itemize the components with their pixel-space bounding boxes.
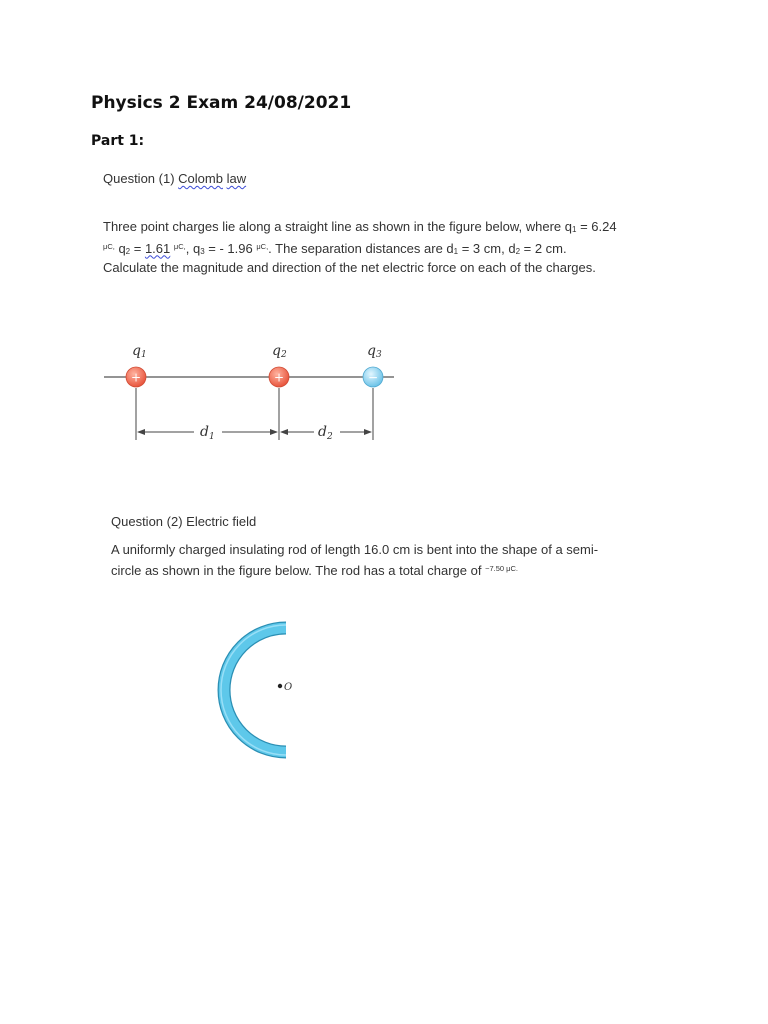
question1-heading-prefix: Question (1): [103, 171, 179, 186]
q3-value: = - 1.96: [204, 240, 253, 256]
separation-text: . The separation distances are d: [268, 240, 454, 256]
sign-q2: +: [273, 370, 285, 385]
d1-value: = 3 cm, d: [458, 240, 516, 256]
d1-arrow-right-head: [270, 429, 278, 435]
label-q2: q2: [272, 343, 287, 360]
question1-topic-word-1: Colomb: [178, 171, 223, 186]
q2-charge-value: −7.50 μC.: [485, 564, 518, 573]
q2-sub: 2: [125, 246, 131, 256]
d2-sub: 2: [515, 246, 521, 256]
unit-uc-2: μC,: [173, 241, 186, 251]
question2-text: [111, 540, 641, 580]
question1-topic-word-2: law: [226, 171, 247, 186]
q1-line1: Three point charges lie along a straight line as shown in the figure below, where q: [103, 219, 573, 234]
question1-heading: [103, 171, 246, 186]
q1-line3: Calculate the magnitude and direction of the net electric force on each of the charges.: [103, 260, 596, 275]
d1-arrow-left-head: [137, 429, 145, 435]
semicircle-rod-edge: [224, 628, 286, 752]
q3-label: , q: [185, 240, 201, 256]
label-d1: $d_1$: [200, 424, 215, 442]
d1-sub: 1: [453, 246, 459, 256]
d2-arrow-right-head: [364, 429, 372, 435]
center-label: O: [284, 682, 293, 693]
question2-heading: Question (2) Electric field: [111, 514, 257, 529]
q2-eq: =: [130, 240, 145, 256]
q2-line1: A uniformly charged insulating rod of length 16.0 cm is bent into the shape of a semi-: [111, 542, 599, 557]
label-d2: $d_2$: [318, 424, 333, 442]
q3-sub: 3: [200, 246, 205, 256]
center-point: [278, 684, 282, 688]
q2-line2: circle as shown in the figure below. The rod has a total charge of: [111, 563, 486, 578]
d2-value: = 2 cm.: [520, 240, 567, 256]
question1-text: [103, 219, 633, 277]
q2-label: q: [114, 240, 126, 256]
exam-title: Physics 2 Exam 24/08/2021: [91, 93, 352, 113]
unit-uc-3: μC,: [256, 241, 269, 251]
d2-arrow-left-head: [280, 429, 288, 435]
q1-value: = 6.24: [576, 219, 617, 234]
point-charges-figure: [104, 335, 404, 455]
q1-sub: 1: [572, 225, 577, 234]
unit-uc-1: μC,: [103, 241, 115, 251]
label-q1: q1: [132, 343, 147, 360]
sign-q3: −: [367, 370, 379, 385]
sign-q1: +: [130, 370, 142, 385]
label-q3: q3: [367, 343, 382, 360]
q2-value: 1.61: [144, 240, 171, 256]
part-heading: Part 1:: [91, 133, 145, 149]
semicircle-rod-figure: [200, 605, 330, 765]
